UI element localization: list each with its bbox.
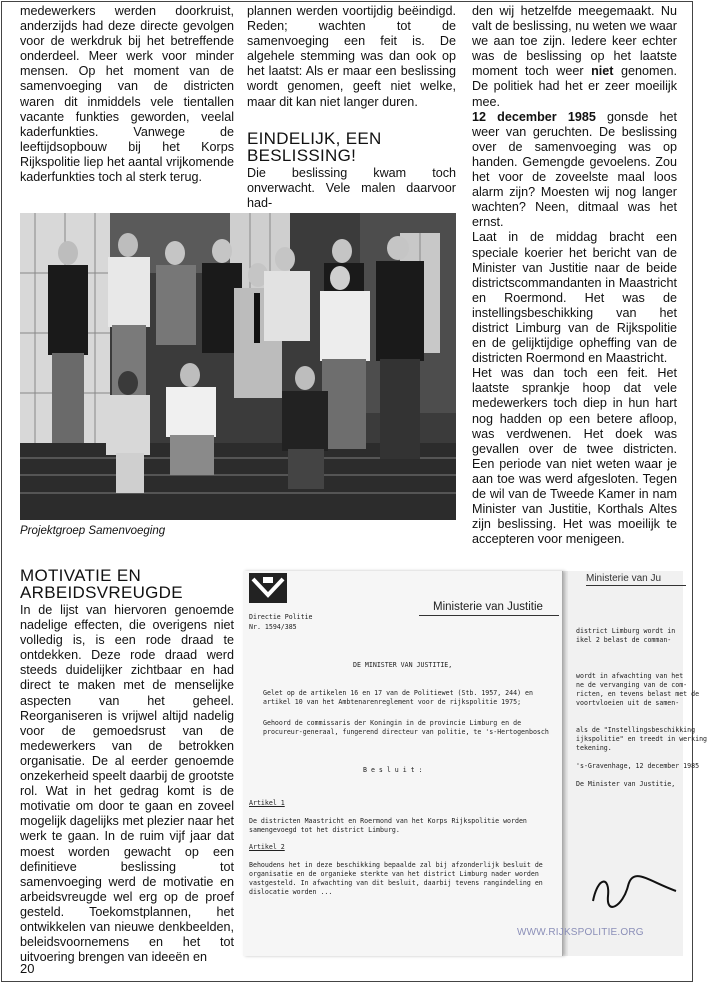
decree-front-page (243, 571, 563, 956)
back-page-line: ikel 2 belast de comman- (576, 636, 672, 644)
emphasis-niet: niet (591, 64, 614, 79)
back-page-line (576, 753, 684, 762)
back-page-line (576, 708, 684, 717)
back-page-line: wordt in afwachting van het (576, 672, 684, 680)
back-page-signature (588, 871, 678, 911)
column-1-text: medewerkers werden doorkruist, anderzijds had deze directe gevolgen voor de werkdruk bij het betreffende onderdeel. Meer werk voor minder mensen. Op het moment van de samenvoeging van de districten waren dit inmiddels vele tientallen vacante funkties geworden, veelal kaderfunkties. Vanwege de leeftijdsopbouw bij het Korps Rijkspolitie liep het aantal vrijkomende kaderfunkties toch al sterk terug. (20, 4, 234, 185)
back-page-line (576, 654, 684, 663)
back-page-line: ijkspolitie" en treedt in werking (576, 735, 707, 743)
back-page-line: als de "Instellingsbeschikking (576, 726, 696, 734)
section-heading-beslissing: EINDELIJK, EEN BESLISSING! (247, 128, 382, 165)
column-3-text-a: den wij hetzelfde meegemaakt. Nu valt de beslissing, nu weten we waar we aan toe zijn. Iedere keer echter was de beslissing op het laatste moment toch weer (472, 4, 677, 79)
document-article-1-text: De districten Maastricht en Roermond van het Korps Rijkspolitie worden samengevoegd tot het district Limburg. (249, 817, 527, 834)
back-page-line: ricten, en tevens belast met de (576, 690, 700, 698)
article-column-3 (472, 4, 677, 547)
column-3-paragraph-2 (472, 110, 677, 231)
motivatie-text: In de lijst van hiervoren genoemde nadelige effecten, die overigens niet volledig is, is een rode draad te ontdekken. Deze rode draad werd steeds duidelijker zichtbaar en had direct te maken met de menselijke aspecten van het geheel. Reorganiseren is vrijwel altijd nadelig voor de gemoedsrust van de medewerkers van de betrokken organisatie. De al eerder genoemde onzekerheid speelt daarbij de grootste rol. Wat in het gedrag komt is de motivatie om door te gaan en zoveel mogelijk dagelijks met plezier naar het werk te gaan. In de ruim vijf jaar dat moest worden gewacht op een definitieve beslissing tot samenvoeging werd de motivatie en arbeidsvreugde wel erg op de proef gesteld. Toekomstplannen, het ontwikkelen van nieuwe denkbeelden, beleidsvoornemens en het tot uitvoering brengen van ideeën en (20, 603, 234, 965)
document-article-1: Artikel 1 (249, 799, 285, 807)
date-highlight: 12 december 1985 (472, 109, 596, 124)
document-dept: Directie Politie (249, 613, 313, 621)
document-article-2: Artikel 2 (249, 843, 285, 851)
column-3-text-c: gonsde het weer van geruchten. De beslissing over de samenvoeging was op handen. Gemengde gevoelens. Zou het voor de zoveelste maal loos alarm zijn? Moesten wij nog langer wachten? Neen, ditmaal was het ernst. (472, 109, 677, 230)
back-page-line (576, 663, 684, 672)
back-page-line: tekening. (576, 744, 612, 752)
back-page-line: 's-Gravenhage, 12 december 1985 (576, 762, 700, 770)
back-page-rule (586, 585, 686, 586)
column-3-paragraph-4: Het was dan toch een feit. Het laatste sprankje hoop dat vele medewerkers toch diep in hun hart nog hadden op een betere afloop, was verdwenen. Het doek was gevallen over de twee districten. Een periode van niet weten waar je aan toe was werd afgesloten. Tegen de wil van de Tweede Kamer in nam Minister van Justitie, Korthals Altes zijn beslissing. Het was moeilijk te accepteren voor menigeen. (472, 366, 677, 547)
back-page-line (576, 771, 684, 780)
back-page-line (576, 645, 684, 654)
column-2-text-continued: Die beslissing kwam toch onverwacht. Vele malen daarvoor had- (247, 165, 456, 210)
article-column-2 (247, 4, 456, 211)
document-besluit: B e s l u i t : (363, 766, 423, 774)
back-page-line: ne de vervanging van de com- (576, 681, 688, 689)
back-page-line: voortvloeien uit de samen- (576, 699, 680, 707)
back-page-line (576, 717, 684, 726)
column-2-text: plannen werden voortijdig beëindigd. Reden; wachten tot de samenvoeging een feit is. De algehele stemming was dan ook op het laatst: Als er maar een beslissing wordt genomen, geeft niet welke, maar dit kan niet langer duren. (247, 4, 456, 109)
document-article-2-text: Behoudens het in deze beschikking bepaalde zal bij afzonderlijk besluit de organisatie en de organieke sterkte van het district Limburg nader worden vastgesteld. In afwachting van dit besluit, daarbij tevens rangindeling en dislocatie worden ... (249, 861, 543, 896)
section-heading-motivatie: MOTIVATIE EN ARBEIDSVREUGDE (20, 566, 183, 602)
back-page-line: district Limburg wordt in (576, 627, 676, 635)
document-gelet: Gelet op de artikelen 16 en 17 van de Politiewet (Stb. 1957, 244) en artikel 10 van het Ambtenarenreglement voor de rijkspolitie 1975; (263, 689, 533, 706)
document-title: DE MINISTER VAN JUSTITIE, (353, 661, 453, 669)
group-photo-illustration (20, 213, 456, 520)
ministry-logo-icon (249, 573, 287, 603)
ministry-rule (419, 615, 559, 616)
page-number: 20 (20, 961, 35, 976)
column-3-text-b: genomen. De politiek had het er zeer moeilijk mee. (472, 64, 677, 109)
back-page-line: De Minister van Justitie, (576, 780, 676, 788)
document-nr: Nr. 1594/385 (249, 623, 297, 631)
back-page-ministry: Ministerie van Ju (586, 573, 662, 584)
photo-caption: Projektgroep Samenvoeging (20, 525, 166, 537)
column-3-paragraph-3: Laat in de middag bracht een speciale koerier het bericht van de Minister van Justitie naar de beide districtscommandanten in Maastricht en Roermond. Het was de instellingsbeschikking van het district Limburg van de Rijkspolitie en de gelijktijdige opheffing van de districten Roermond en Maastricht. (472, 230, 677, 366)
decree-back-page (568, 571, 707, 956)
watermark: WWW.RIJKSPOLITIE.ORG (517, 927, 644, 938)
group-photo (20, 213, 456, 520)
ministry-name: Ministerie van Justitie (433, 601, 543, 613)
motivatie-section (20, 567, 234, 965)
column-3-paragraph-1 (472, 4, 677, 110)
document-gehoord: Gehoord de commissaris der Koningin in de provincie Limburg en de procureur-generaal, fungerend directeur van politie, te 's-Hertogenbosch (263, 719, 549, 736)
back-page-text (576, 627, 707, 789)
decree-document-image (243, 571, 707, 956)
article-column-1 (20, 4, 234, 185)
